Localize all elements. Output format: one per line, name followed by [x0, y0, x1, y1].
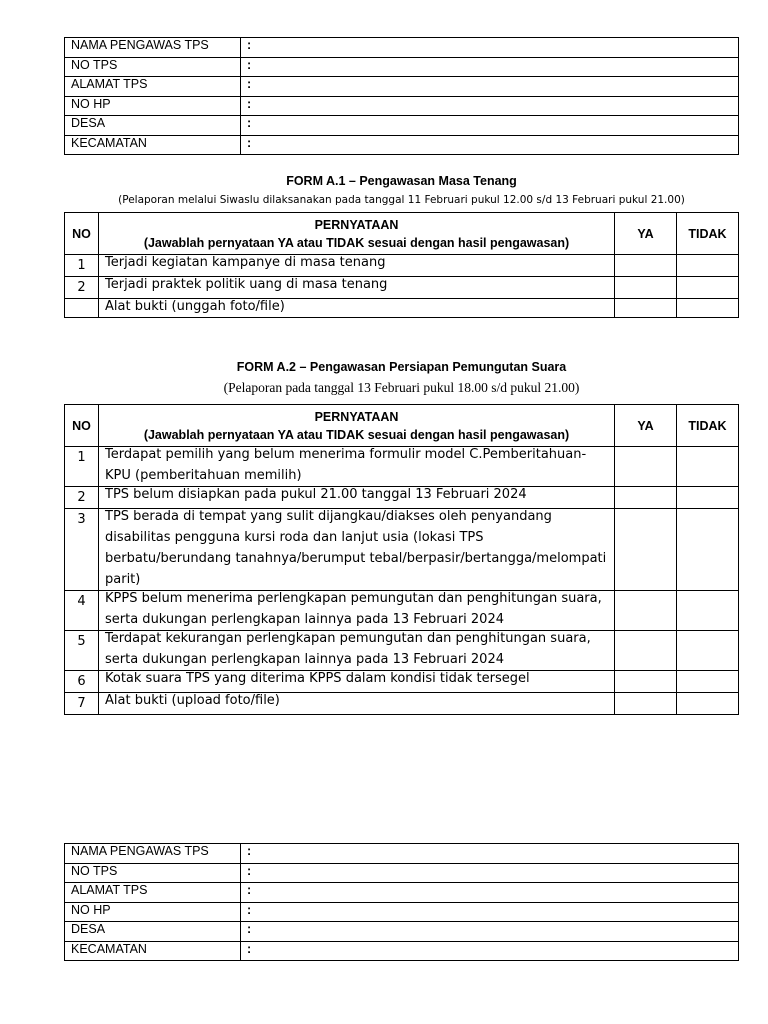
identity-row — [65, 883, 739, 903]
row-statement: Terjadi praktek politik uang di masa tenang — [99, 277, 615, 299]
row-statement: Alat bukti (upload foto/file) — [99, 693, 615, 715]
identity-label: KECAMATAN — [65, 941, 241, 961]
identity-row — [65, 902, 739, 922]
col-header-ya: YA — [615, 405, 677, 447]
ya-checkbox-cell[interactable] — [615, 447, 677, 487]
tidak-checkbox-cell[interactable] — [677, 277, 739, 299]
col-header-ya: YA — [615, 213, 677, 255]
col-header-statement — [99, 213, 615, 255]
identity-value-field[interactable]: : — [241, 844, 739, 864]
row-statement: TPS berada di tempat yang sulit dijangkau/diakses oleh penyandang disabilitas pengguna kursi roda dan lanjut usia (lokasi TPS berbatu/berundang tanahnya/berumput tebal/berpasir/bertangga/melompati parit) — [99, 509, 615, 591]
identity-row — [65, 844, 739, 864]
row-statement: Terdapat pemilih yang belum menerima formulir model C.Pemberitahuan-KPU (pemberitahuan memilih) — [99, 447, 615, 487]
identity-value-field[interactable]: : — [241, 863, 739, 883]
table-row — [65, 631, 739, 671]
table-header-row — [65, 213, 739, 255]
ya-upload-cell[interactable] — [615, 299, 677, 318]
col-header-tidak: TIDAK — [677, 405, 739, 447]
identity-value-field[interactable]: : — [241, 57, 739, 77]
identity-label: ALAMAT TPS — [65, 883, 241, 903]
identity-value-field[interactable]: : — [241, 135, 739, 155]
ya-checkbox-cell[interactable] — [615, 591, 677, 631]
identity-row — [65, 38, 739, 58]
row-number: 5 — [65, 631, 99, 671]
ya-upload-cell[interactable] — [615, 693, 677, 715]
identity-row — [65, 116, 739, 136]
identity-label: KECAMATAN — [65, 135, 241, 155]
identity-table-bottom — [64, 843, 739, 961]
statement-header-line2: (Jawablah pernyataan YA atau TIDAK sesuai dengan hasil pengawasan) — [143, 235, 570, 250]
tidak-checkbox-cell[interactable] — [677, 631, 739, 671]
tidak-checkbox-cell[interactable] — [677, 447, 739, 487]
form-a1-title: FORM A.1 – Pengawasan Masa Tenang — [286, 174, 517, 188]
ya-checkbox-cell[interactable] — [615, 509, 677, 591]
identity-label: NO HP — [65, 902, 241, 922]
row-number: 2 — [65, 277, 99, 299]
form-a2-subtitle: (Pelaporan pada tanggal 13 Februari pukul 18.00 s/d pukul 21.00) — [223, 380, 580, 395]
row-statement: Terdapat kekurangan perlengkapan pemungutan dan penghitungan suara, serta dukungan perlengkapan lainnya pada 13 Februari 2024 — [99, 631, 615, 671]
row-number: 6 — [65, 671, 99, 693]
row-number: 7 — [65, 693, 99, 715]
table-row — [65, 591, 739, 631]
row-statement: KPPS belum menerima perlengkapan pemungutan dan penghitungan suara, serta dukungan perlengkapan lainnya pada 13 Februari 2024 — [99, 591, 615, 631]
ya-checkbox-cell[interactable] — [615, 671, 677, 693]
table-row — [65, 509, 739, 591]
table-row — [65, 299, 739, 318]
ya-checkbox-cell[interactable] — [615, 487, 677, 509]
identity-value-field[interactable]: : — [241, 38, 739, 58]
form-a2-title: FORM A.2 – Pengawasan Persiapan Pemungutan Suara — [236, 360, 567, 374]
identity-value-field[interactable]: : — [241, 883, 739, 903]
row-number — [65, 299, 99, 318]
identity-table-top — [64, 37, 739, 155]
identity-value-field[interactable]: : — [241, 77, 739, 97]
ya-checkbox-cell[interactable] — [615, 255, 677, 277]
identity-value-field[interactable]: : — [241, 902, 739, 922]
statement-header-line1: PERNYATAAN — [314, 217, 399, 232]
table-row — [65, 693, 739, 715]
tidak-checkbox-cell[interactable] — [677, 671, 739, 693]
row-statement: Alat bukti (unggah foto/file) — [99, 299, 615, 318]
col-header-statement — [99, 405, 615, 447]
tidak-checkbox-cell[interactable] — [677, 487, 739, 509]
identity-value-field[interactable]: : — [241, 96, 739, 116]
form-a2-table — [64, 404, 739, 715]
tidak-upload-cell[interactable] — [677, 299, 739, 318]
identity-row — [65, 77, 739, 97]
identity-label: NAMA PENGAWAS TPS — [65, 844, 241, 864]
identity-value-field[interactable]: : — [241, 922, 739, 942]
col-header-no: NO — [65, 405, 99, 447]
identity-label: ALAMAT TPS — [65, 77, 241, 97]
row-number: 1 — [65, 255, 99, 277]
table-header-row — [65, 405, 739, 447]
identity-value-field[interactable]: : — [241, 116, 739, 136]
row-number: 2 — [65, 487, 99, 509]
tidak-checkbox-cell[interactable] — [677, 509, 739, 591]
row-statement: Kotak suara TPS yang diterima KPPS dalam kondisi tidak tersegel — [99, 671, 615, 693]
form-a1-subtitle: (Pelaporan melalui Siwaslu dilaksanakan pada tanggal 11 Februari pukul 12.00 s/d 13 Februari pukul 21.00) — [118, 194, 685, 206]
statement-header-line1: PERNYATAAN — [314, 409, 399, 424]
tidak-checkbox-cell[interactable] — [677, 255, 739, 277]
identity-label: NO HP — [65, 96, 241, 116]
identity-row — [65, 922, 739, 942]
identity-label: NAMA PENGAWAS TPS — [65, 38, 241, 58]
form-a1-table — [64, 212, 739, 318]
table-row — [65, 447, 739, 487]
row-number: 1 — [65, 447, 99, 487]
row-number: 4 — [65, 591, 99, 631]
col-header-no: NO — [65, 213, 99, 255]
identity-row — [65, 941, 739, 961]
row-statement: Terjadi kegiatan kampanye di masa tenang — [99, 255, 615, 277]
identity-row — [65, 57, 739, 77]
identity-row — [65, 863, 739, 883]
row-number: 3 — [65, 509, 99, 591]
tidak-upload-cell[interactable] — [677, 693, 739, 715]
identity-label: DESA — [65, 116, 241, 136]
identity-label: DESA — [65, 922, 241, 942]
statement-header-line2: (Jawablah pernyataan YA atau TIDAK sesuai dengan hasil pengawasan) — [143, 427, 570, 442]
row-statement: TPS belum disiapkan pada pukul 21.00 tanggal 13 Februari 2024 — [99, 487, 615, 509]
identity-row — [65, 96, 739, 116]
tidak-checkbox-cell[interactable] — [677, 591, 739, 631]
col-header-tidak: TIDAK — [677, 213, 739, 255]
ya-checkbox-cell[interactable] — [615, 277, 677, 299]
ya-checkbox-cell[interactable] — [615, 631, 677, 671]
identity-value-field[interactable]: : — [241, 941, 739, 961]
identity-label: NO TPS — [65, 863, 241, 883]
identity-label: NO TPS — [65, 57, 241, 77]
identity-row — [65, 135, 739, 155]
